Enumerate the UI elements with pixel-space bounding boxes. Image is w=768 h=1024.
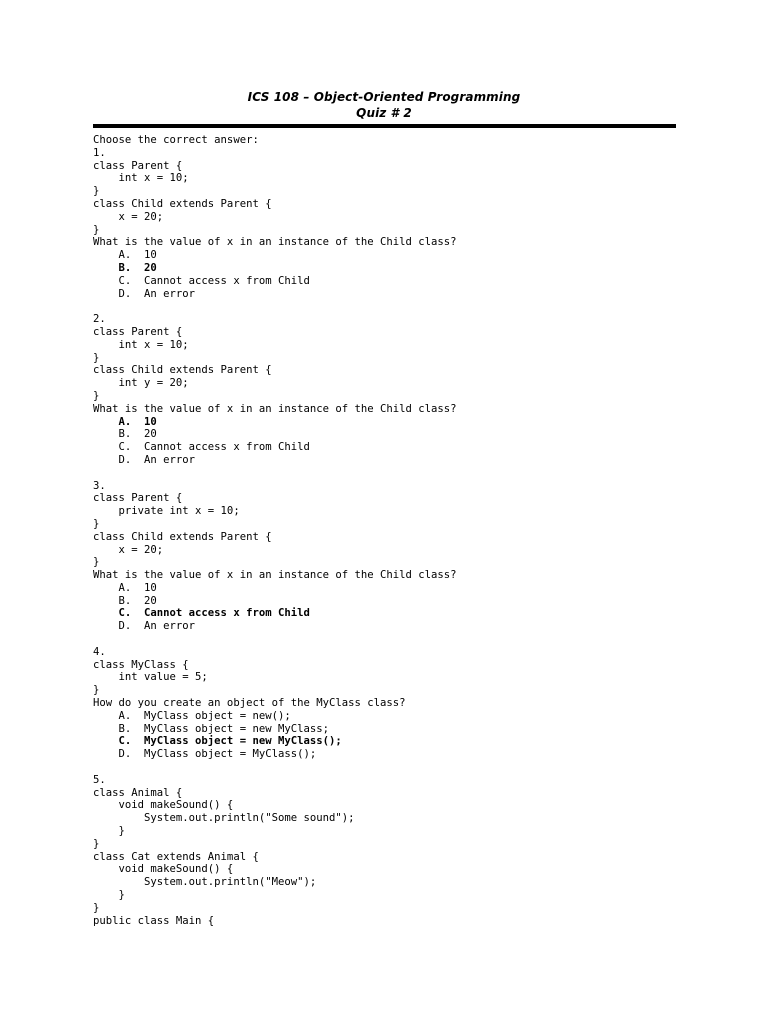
code-line: void makeSound() { — [93, 799, 234, 812]
question-number: 1. — [93, 146, 106, 159]
code-line: class Child extends Parent { — [93, 530, 272, 543]
question-prompt: What is the value of x in an instance of the Child class? — [93, 236, 457, 249]
blank-line — [93, 467, 693, 480]
correct-answer-option: B. 20 — [93, 261, 157, 274]
code-line: } — [93, 223, 100, 236]
header-rule — [93, 124, 676, 128]
code-line: class Child extends Parent { — [93, 197, 272, 210]
quiz-body — [93, 134, 693, 927]
answer-option: A. MyClass object = new(); — [93, 709, 291, 722]
correct-answer-option: C. Cannot access x from Child — [93, 607, 310, 620]
code-line: } — [93, 837, 100, 850]
code-line: class Parent { — [93, 492, 183, 505]
question-number: 2. — [93, 313, 106, 326]
code-line: int value = 5; — [93, 671, 208, 684]
question-prompt: What is the value of x in an instance of the Child class? — [93, 569, 457, 582]
answer-option: A. 10 — [93, 581, 157, 594]
code-line: private int x = 10; — [93, 505, 240, 518]
code-line: int x = 10; — [93, 172, 189, 185]
blank-line — [93, 633, 693, 646]
quiz-number: Quiz # 2 — [356, 106, 412, 120]
code-line: } — [93, 556, 100, 569]
question-prompt: How do you create an object of the MyClass class? — [93, 697, 406, 710]
code-line: } — [93, 517, 100, 530]
code-line: class Cat extends Animal { — [93, 850, 259, 863]
answer-option: B. 20 — [93, 428, 157, 441]
code-line: public class Main { — [93, 914, 215, 927]
code-line: class Parent { — [93, 159, 183, 172]
code-line: Choose the correct answer: — [93, 134, 259, 146]
answer-option: D. An error — [93, 620, 196, 633]
question-number: 4. — [93, 645, 106, 658]
code-line: int y = 20; — [93, 377, 189, 390]
code-line: int x = 10; — [93, 338, 189, 351]
code-line: System.out.println("Some sound"); — [93, 812, 355, 825]
code-line: } — [93, 351, 100, 364]
code-line: } — [93, 185, 100, 198]
answer-option: D. MyClass object = MyClass(); — [93, 748, 317, 761]
question-number: 3. — [93, 479, 106, 492]
answer-option: B. 20 — [93, 594, 157, 607]
answer-option: B. MyClass object = new MyClass; — [93, 722, 329, 735]
correct-answer-option: A. 10 — [93, 415, 157, 428]
answer-option: A. 10 — [93, 249, 157, 262]
code-line: } — [93, 825, 125, 838]
code-line: x = 20; — [93, 543, 164, 556]
question-number: 5. — [93, 773, 106, 786]
answer-option: D. An error — [93, 287, 196, 300]
answer-option: C. Cannot access x from Child — [93, 441, 310, 454]
code-line: class Animal { — [93, 786, 183, 799]
code-line: } — [93, 389, 100, 402]
code-line: } — [93, 684, 100, 697]
correct-answer-option: C. MyClass object = new MyClass(); — [93, 735, 342, 748]
question-prompt: What is the value of x in an instance of the Child class? — [93, 402, 457, 415]
code-line: class MyClass { — [93, 658, 189, 671]
answer-option: D. An error — [93, 453, 196, 466]
answer-option: C. Cannot access x from Child — [93, 274, 310, 287]
code-line: class Parent { — [93, 325, 183, 338]
code-line: } — [93, 901, 100, 914]
blank-line — [93, 761, 693, 774]
code-line: } — [93, 889, 125, 902]
code-line: System.out.println("Meow"); — [93, 876, 317, 889]
code-line: void makeSound() { — [93, 863, 234, 876]
code-line: class Child extends Parent { — [93, 364, 272, 377]
document-title: ICS 108 – Object-Oriented Programming — [247, 90, 521, 104]
code-line: x = 20; — [93, 210, 164, 223]
blank-line — [93, 300, 693, 313]
